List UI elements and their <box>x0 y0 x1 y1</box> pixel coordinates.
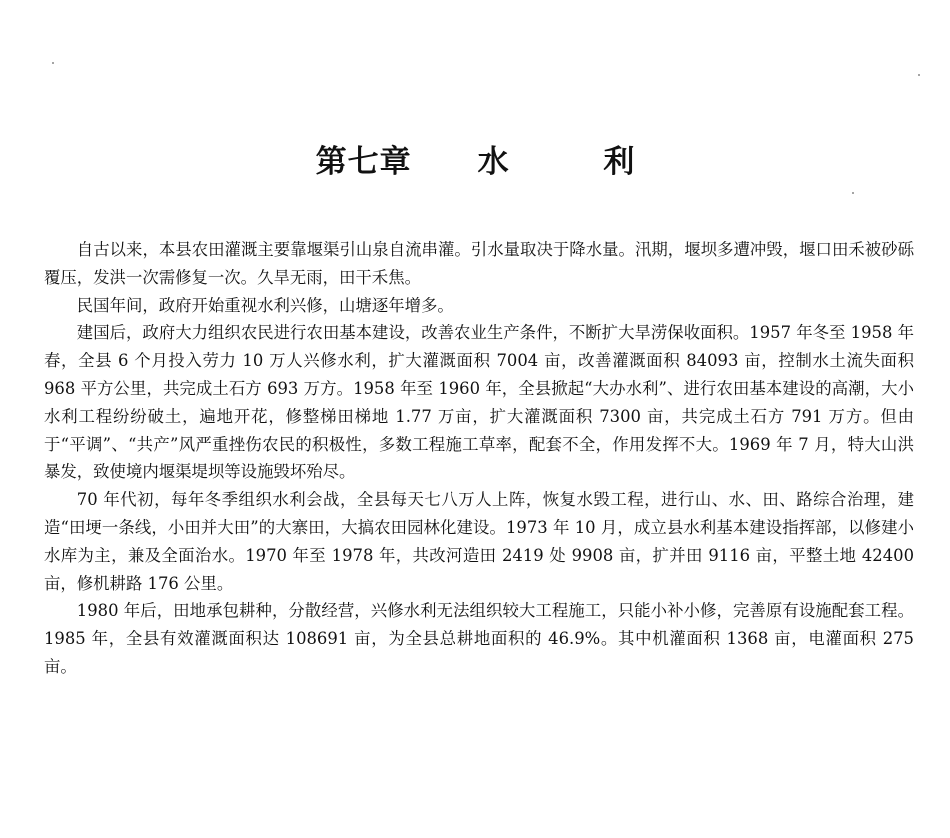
paragraph-1980s: 1980 年后，田地承包耕种，分散经营，兴修水利无法组织较大工程施工，只能小补小修，完善原有设施配套工程。1985 年，全县有效灌溉面积达 108691 亩，为全县总耕地面积的 46.9%。其中机灌面积 1368 亩，电灌面积 275 亩。 <box>44 601 914 676</box>
paragraph-republic-era: 民国年间，政府开始重视水利兴修，山塘逐年增多。 <box>76 295 454 315</box>
scan-speck <box>918 74 920 76</box>
chapter-title <box>0 136 950 181</box>
scan-speck <box>852 192 854 194</box>
scan-speck <box>52 62 54 64</box>
paragraph-post-1949: 建国后，政府大力组织农民进行农田基本建设，改善农业生产条件，不断扩大旱涝保收面积。1957 年冬至 1958 年春，全县 6 个月投入劳力 10 万人兴修水利，扩大灌溉面积 7004 亩，改善灌溉面积 84093 亩，控制水土流失面积 968 平方公里，共完成土石方 693 万方。1958 年至 1960 年，全县掀起“大办水利”、进行农田基本建设的高潮，大小水利工程纷纷破土，遍地开花，修整梯田梯地 1.77 万亩，扩大灌溉面积 7300 亩，共完成土石方 791 万方。但由于“平调”、“共产”风严重挫伤农民的积极性，多数工程施工草率，配套不全，作用发挥不大。1969 年 7 月，特大山洪暴发，致使境内堰渠堤坝等设施毁坏殆尽。 <box>44 323 914 482</box>
chapter-number: 第七章 <box>315 144 412 180</box>
paragraph-origins: 自古以来，本县农田灌溉主要靠堰渠引山泉自流串灌。引水量取决于降水量。汛期，堰坝多遭冲毁，堰口田禾被砂砾覆压，发洪一次需修复一次。久旱无雨，田干禾焦。 <box>44 240 914 287</box>
chapter-name: 水 利 <box>477 144 677 180</box>
chapter-body <box>44 236 914 681</box>
paragraph-1970s: 70 年代初，每年冬季组织水利会战，全县每天七八万人上阵，恢复水毁工程，进行山、水、田、路综合治理，建造“田埂一条线，小田并大田”的大寨田，大搞农田园林化建设。1973 年 10 月，成立县水利基本建设指挥部，以修建小水库为主，兼及全面治水。1970 年至 1978 年，共改河造田 2419 处 9908 亩，扩并田 9116 亩，平整土地 42400 亩，修机耕路 176 公里。 <box>44 490 914 593</box>
